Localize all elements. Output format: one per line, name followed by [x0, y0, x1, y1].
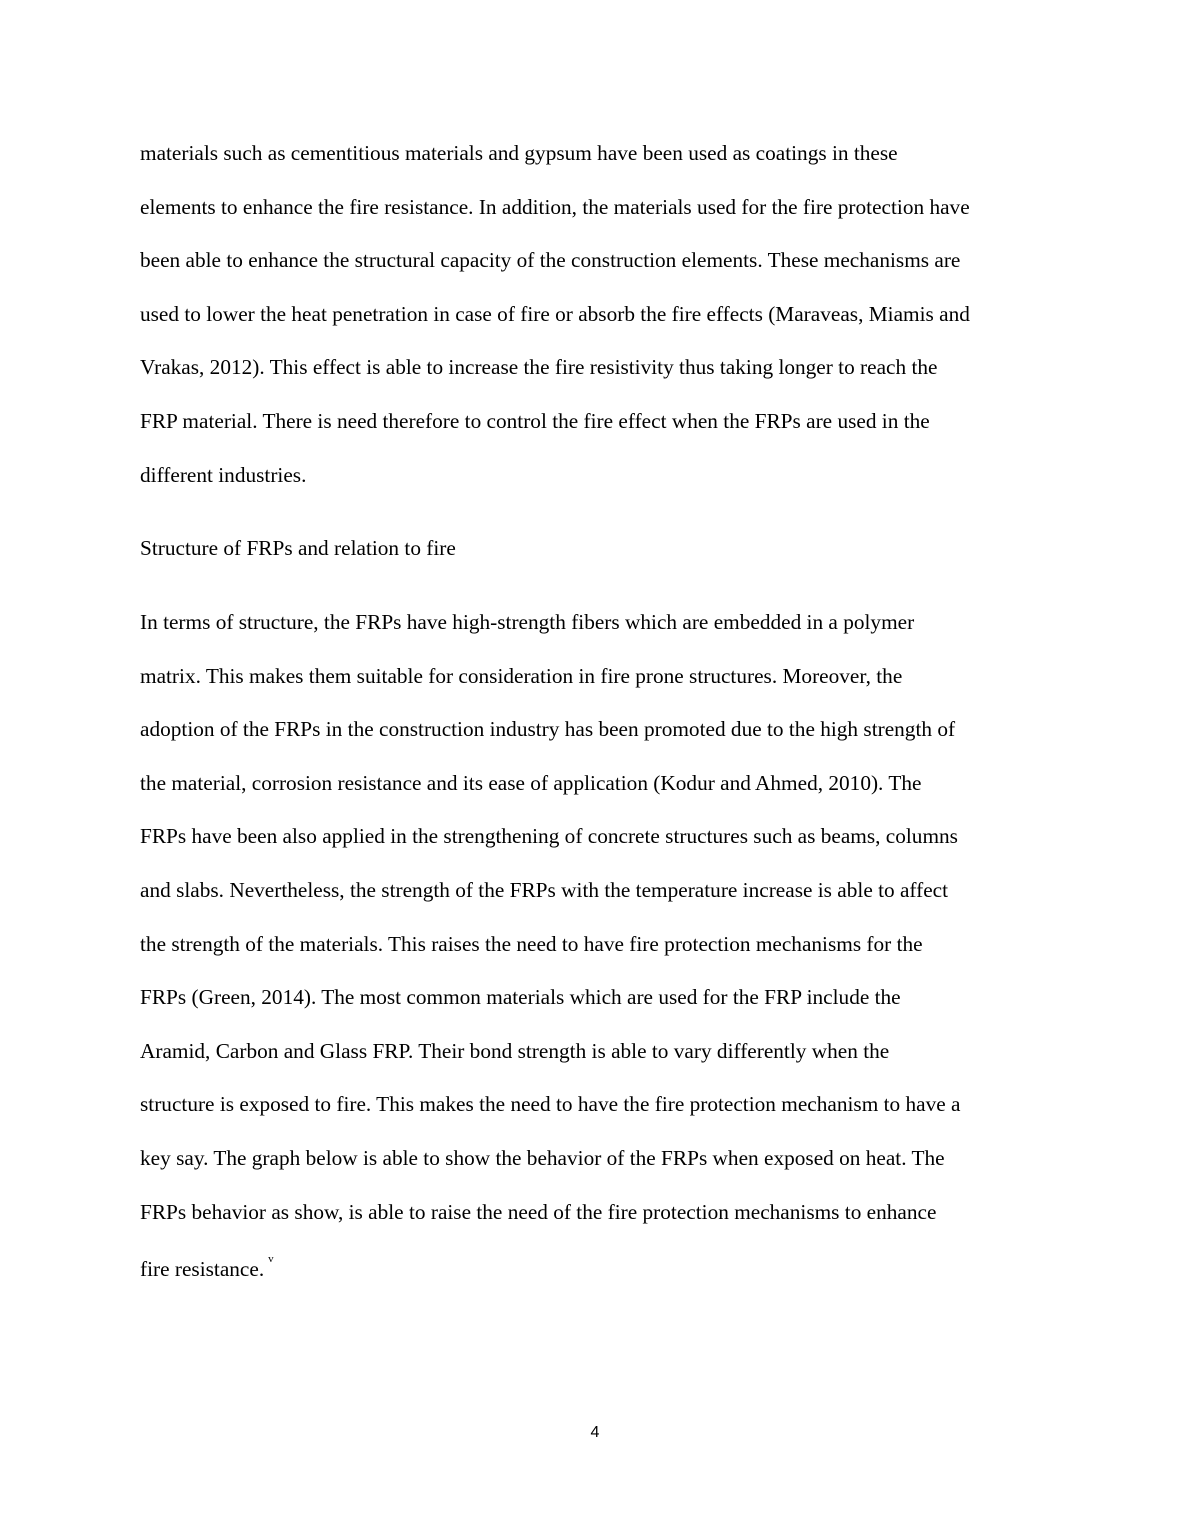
text-line: structure is exposed to fire. This makes the need to have the fire protection mechanism to have a: [140, 1092, 961, 1117]
text-line: FRP material. There is need therefore to control the fire effect when the FRPs are used in the: [140, 408, 930, 433]
text-line: adoption of the FRPs in the construction industry has been promoted due to the high strength of: [140, 717, 956, 742]
paragraph-1: [140, 127, 1055, 502]
last-line-text: fire resistance.: [140, 1257, 265, 1282]
text-line: materials such as cementitious materials and gypsum have been used as coatings in these: [140, 141, 898, 165]
endnote-marker[interactable]: v: [268, 1253, 274, 1266]
text-line: FRPs behavior as show, is able to raise the need of the fire protection mechanisms to enhance: [140, 1199, 937, 1224]
text-line: elements to enhance the fire resistance. In addition, the materials used for the fire protection have: [140, 194, 970, 219]
text-line: and slabs. Nevertheless, the strength of the FRPs with the temperature increase is able to affect: [140, 877, 949, 902]
text-line: FRPs have been also applied in the strengthening of concrete structures such as beams, columns: [140, 824, 958, 849]
text-line: the material, corrosion resistance and its ease of application (Kodur and Ahmed, 2010). The: [140, 770, 922, 795]
text-line: been able to enhance the structural capacity of the construction elements. These mechanisms are: [140, 248, 961, 273]
text-line: In terms of structure, the FRPs have high-strength fibers which are embedded in a polymer: [140, 610, 915, 634]
text-line: the strength of the materials. This raises the need to have fire protection mechanisms for the: [140, 931, 923, 956]
text-line: Aramid, Carbon and Glass FRP. Their bond strength is able to vary differently when the: [140, 1038, 890, 1063]
text-line: matrix. This makes them suitable for consideration in fire prone structures. Moreover, the: [140, 663, 903, 688]
page-number: 4: [590, 1424, 600, 1441]
section-heading: [140, 522, 1055, 576]
text-line: Vrakas, 2012). This effect is able to increase the fire resistivity thus taking longer to reach the: [140, 355, 938, 380]
section-heading-text: Structure of FRPs and relation to fire: [140, 536, 456, 560]
text-line: key say. The graph below is able to show the behavior of the FRPs when exposed on heat. The: [140, 1145, 945, 1170]
text-line-last: [140, 1239, 1055, 1297]
paragraph-2: [140, 596, 1055, 1297]
text-line: FRPs (Green, 2014). The most common materials which are used for the FRP include the: [140, 985, 901, 1010]
text-line: used to lower the heat penetration in case of fire or absorb the fire effects (Maraveas, Miamis and: [140, 301, 970, 326]
text-line: different industries.: [140, 462, 307, 487]
